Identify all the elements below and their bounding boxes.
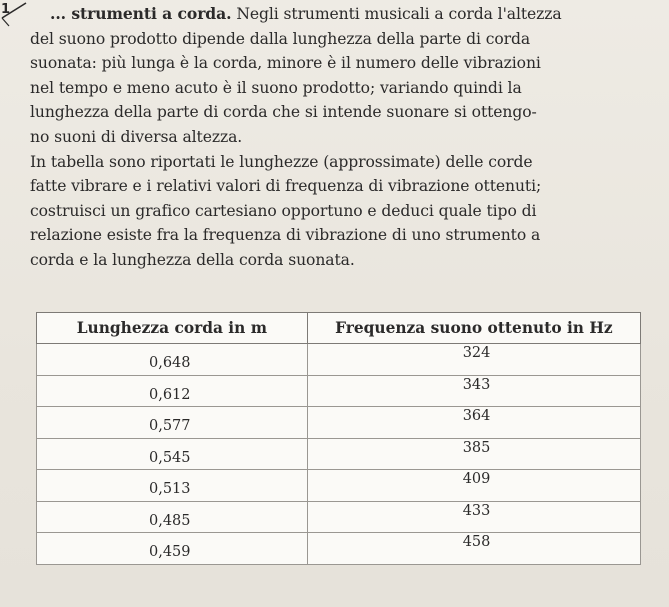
table-row (37, 470, 641, 502)
frequency-cell: 343 (307, 375, 640, 407)
header-frequency: Frequenza suono ottenuto in Hz (307, 313, 640, 344)
text-line: ... strumenti a corda. Negli strumenti musicali a corda l'altezza (50, 4, 562, 23)
text-line: relazione esiste fra la frequenza di vibrazione di uno strumento a (30, 226, 541, 245)
text-line: In tabella sono riportati le lunghezze (approssimate) delle corde (30, 152, 533, 171)
length-cell: 0,545 (37, 438, 308, 470)
length-cell: 0,485 (37, 501, 308, 533)
exercise-number: 1 (1, 2, 11, 17)
text-line: del suono prodotto dipende dalla lunghezza della parte di corda (30, 29, 531, 48)
text-line: no suoni di diversa altezza. (30, 127, 243, 146)
frequency-cell: 433 (307, 501, 640, 533)
length-cell: 0,513 (37, 470, 308, 502)
table-row (37, 407, 641, 439)
length-cell: 0,612 (37, 375, 308, 407)
frequency-cell: 324 (307, 344, 640, 376)
table-row (37, 533, 641, 565)
frequency-cell: 458 (307, 533, 640, 565)
table-row (37, 344, 641, 376)
text-line: costruisci un grafico cartesiano opportuno e deduci quale tipo di (30, 201, 537, 220)
data-table (36, 312, 641, 565)
frequency-cell: 364 (307, 407, 640, 439)
table-row (37, 438, 641, 470)
length-cell: 0,577 (37, 407, 308, 439)
length-cell: 0,459 (37, 533, 308, 565)
text-line: nel tempo e meno acuto è il suono prodotto; variando quindi la (30, 78, 522, 97)
table-header-row (37, 313, 641, 344)
table-row (37, 375, 641, 407)
table-row (37, 501, 641, 533)
text-line: lunghezza della parte di corda che si intende suonare si ottengo- (30, 103, 537, 122)
frequency-cell: 385 (307, 438, 640, 470)
exercise-text (30, 2, 665, 273)
exercise-lead: ... strumenti a corda. (50, 4, 232, 23)
length-cell: 0,648 (37, 344, 308, 376)
text-line: corda e la lunghezza della corda suonata. (30, 250, 355, 269)
frequency-cell: 409 (307, 470, 640, 502)
text-line: suonata: più lunga è la corda, minore è il numero delle vibrazioni (30, 54, 541, 73)
header-length: Lunghezza corda in m (37, 313, 308, 344)
text-line: fatte vibrare e i relativi valori di frequenza di vibrazione ottenuti; (30, 177, 542, 196)
